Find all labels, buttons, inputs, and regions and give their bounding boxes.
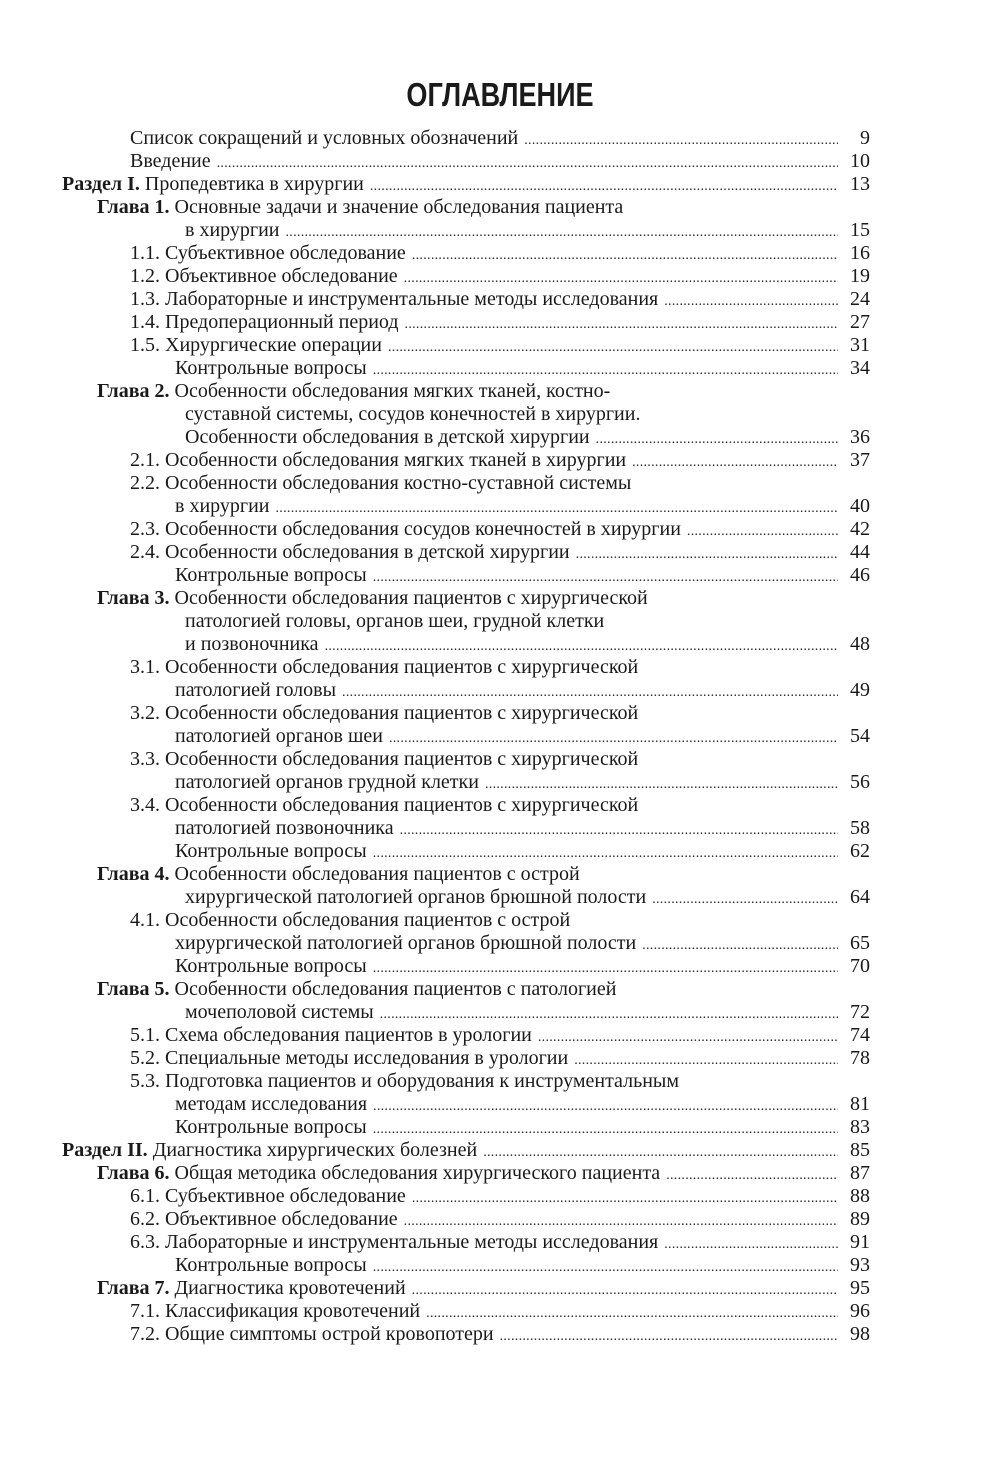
toc-entry-title bbox=[185, 1000, 374, 1024]
toc-entry-text: Контрольные вопросы bbox=[175, 1254, 367, 1276]
toc-entry-text: патологией органов грудной клетки bbox=[175, 771, 479, 793]
toc-entry-prefix: Глава 3. bbox=[97, 587, 170, 609]
toc-entry-title bbox=[130, 517, 681, 541]
toc-entry bbox=[130, 1299, 870, 1323]
toc-entry-text: 6.1. Субъективное обследование bbox=[130, 1185, 406, 1207]
toc-entry-title bbox=[185, 885, 646, 909]
toc-entry-title bbox=[62, 1138, 477, 1162]
toc-entry bbox=[130, 1322, 870, 1346]
toc-entry bbox=[130, 241, 870, 265]
toc-entry-text: 4.1. Особенности обследования пациентов с острой bbox=[130, 909, 571, 931]
toc-entry-title bbox=[185, 402, 640, 426]
toc-entry bbox=[130, 149, 870, 173]
toc-entry bbox=[175, 931, 870, 955]
toc-entry-title bbox=[97, 379, 610, 403]
toc-entry-title bbox=[175, 839, 367, 863]
toc-entry-text: 2.2. Особенности обследования костно-суставной системы bbox=[130, 472, 632, 494]
toc-entry-text: 1.3. Лабораторные и инструментальные методы исследования bbox=[130, 288, 659, 310]
toc-entry-text: патологией позвоночника bbox=[175, 817, 394, 839]
toc-entry-title bbox=[130, 264, 398, 288]
toc-entry-title bbox=[185, 632, 319, 656]
toc-entry-text: патологией головы bbox=[175, 679, 337, 701]
toc-entry bbox=[62, 1138, 870, 1162]
toc-entry bbox=[130, 1023, 870, 1047]
toc-entry bbox=[185, 425, 870, 449]
page-number: 9 bbox=[860, 127, 870, 149]
toc-entry-text: в хирургии bbox=[185, 219, 280, 241]
page-number: 72 bbox=[850, 1001, 870, 1023]
toc-entry-text: Список сокращений и условных обозначений bbox=[130, 127, 519, 149]
toc-entry-text: 7.2. Общие симптомы острой кровопотери bbox=[130, 1323, 494, 1345]
toc-entry bbox=[175, 770, 870, 794]
toc-entry-title bbox=[130, 149, 211, 173]
toc-entry bbox=[130, 1046, 870, 1070]
toc-entry-title bbox=[175, 1115, 367, 1139]
toc-entry-title bbox=[175, 724, 383, 748]
toc-entry-text: Контрольные вопросы bbox=[175, 840, 367, 862]
toc-entry-text: Особенности обследования мягких тканей, костно- bbox=[169, 380, 611, 402]
toc-entry-title bbox=[130, 1322, 494, 1346]
toc-entry-text: 3.2. Особенности обследования пациентов с хирургической bbox=[130, 702, 639, 724]
page-number: 74 bbox=[850, 1024, 870, 1046]
toc-entry-prefix: Глава 5. bbox=[97, 978, 170, 1000]
toc-entry-title bbox=[130, 1299, 420, 1323]
toc-entry-title bbox=[130, 241, 406, 265]
page-number: 89 bbox=[850, 1208, 870, 1230]
toc-entry-prefix: Глава 2. bbox=[97, 380, 170, 402]
toc-entry-title bbox=[175, 678, 336, 702]
toc-entry-text: Контрольные вопросы bbox=[175, 955, 367, 977]
toc-entry-title bbox=[185, 218, 280, 242]
toc-entry-text: 5.1. Схема обследования пациентов в урологии bbox=[130, 1024, 532, 1046]
toc-entry bbox=[175, 1253, 870, 1277]
page-number: 44 bbox=[850, 541, 870, 563]
toc-entry bbox=[97, 379, 610, 403]
toc-entry-text: методам исследования bbox=[175, 1093, 368, 1115]
page-number: 64 bbox=[850, 886, 870, 908]
toc-entry bbox=[130, 517, 870, 541]
toc-entry bbox=[130, 287, 870, 311]
toc-entry bbox=[185, 632, 870, 656]
toc-entry-text: в хирургии bbox=[175, 495, 270, 517]
toc-entry-title bbox=[97, 1161, 660, 1185]
toc-entry-title bbox=[130, 1207, 398, 1231]
toc-entry-text: 6.2. Объективное обследование bbox=[130, 1208, 398, 1230]
toc-entry bbox=[185, 885, 870, 909]
toc-entry-title bbox=[175, 1253, 367, 1277]
page-number: 16 bbox=[850, 242, 870, 264]
toc-entry bbox=[97, 862, 580, 886]
toc-entry-text: суставной системы, сосудов конечностей в хирургии. bbox=[185, 403, 641, 425]
page-number: 46 bbox=[850, 564, 870, 586]
toc-entry-title bbox=[130, 310, 399, 334]
toc-entry-title bbox=[130, 448, 626, 472]
toc-entry bbox=[97, 1276, 870, 1300]
toc-entry-text: Диагностика кровотечений bbox=[169, 1277, 406, 1299]
toc-entry-title bbox=[130, 793, 638, 817]
toc-entry bbox=[130, 310, 870, 334]
toc-entry bbox=[130, 1207, 870, 1231]
page-title: ОГЛАВЛЕНИЕ bbox=[406, 76, 594, 113]
toc-entry-text: мочеполовой системы bbox=[185, 1001, 374, 1023]
toc-entry-text: Особенности обследования пациентов с острой bbox=[169, 863, 580, 885]
toc-entry bbox=[130, 1230, 870, 1254]
toc-entry-text: Особенности обследования пациентов с хирургической bbox=[169, 587, 648, 609]
page-number: 58 bbox=[850, 817, 870, 839]
toc-entry bbox=[175, 1115, 870, 1139]
toc-entry-text: Контрольные вопросы bbox=[175, 357, 367, 379]
toc-entry-text: 3.1. Особенности обследования пациентов с хирургической bbox=[130, 656, 639, 678]
toc-entry-title bbox=[97, 1276, 406, 1300]
toc-entry bbox=[130, 448, 870, 472]
toc-entry-prefix: Глава 7. bbox=[97, 1277, 170, 1299]
toc-entry-title bbox=[175, 563, 367, 587]
toc-entry-prefix: Глава 4. bbox=[97, 863, 170, 885]
toc-entry-title bbox=[130, 1184, 406, 1208]
toc-entry bbox=[62, 172, 870, 196]
toc-entry bbox=[175, 724, 870, 748]
toc-entry bbox=[175, 1092, 870, 1116]
toc-entry-title bbox=[130, 701, 638, 725]
toc-entry bbox=[175, 816, 870, 840]
toc-entry-text: 1.2. Объективное обследование bbox=[130, 265, 398, 287]
toc-entry bbox=[97, 977, 616, 1001]
page-number: 54 bbox=[850, 725, 870, 747]
toc-entry bbox=[130, 908, 570, 932]
dot-leader bbox=[652, 885, 838, 912]
toc-entry-text: 2.4. Особенности обследования в детской хирургии bbox=[130, 541, 570, 563]
toc-entry-title bbox=[175, 770, 479, 794]
page-number: 70 bbox=[850, 955, 870, 977]
toc-entry bbox=[97, 1161, 870, 1185]
page-number: 65 bbox=[850, 932, 870, 954]
toc-entry bbox=[185, 1000, 870, 1024]
page-number: 56 bbox=[850, 771, 870, 793]
toc-entry-title bbox=[130, 126, 518, 150]
page-number: 15 bbox=[850, 219, 870, 241]
toc-entry-text: 1.1. Субъективное обследование bbox=[130, 242, 406, 264]
page-number: 19 bbox=[850, 265, 870, 287]
toc-entry-text: и позвоночника bbox=[185, 633, 319, 655]
toc-entry-prefix: Глава 6. bbox=[97, 1162, 170, 1184]
toc-entry-text: 1.4. Предоперационный период bbox=[130, 311, 399, 333]
toc-entry-title bbox=[62, 172, 364, 196]
toc-entry-text: 6.3. Лабораторные и инструментальные методы исследования bbox=[130, 1231, 659, 1253]
toc-entry-title bbox=[130, 1023, 532, 1047]
page-number: 49 bbox=[850, 679, 870, 701]
toc-entry bbox=[175, 356, 870, 380]
toc-entry bbox=[130, 747, 638, 771]
toc-entry-text: 2.1. Особенности обследования мягких тканей в хирургии bbox=[130, 449, 627, 471]
toc-entry bbox=[130, 793, 638, 817]
toc-entry-title bbox=[130, 908, 570, 932]
toc-entry bbox=[130, 264, 870, 288]
page-number: 81 bbox=[850, 1093, 870, 1115]
toc-entry-title bbox=[130, 333, 382, 357]
page-number: 78 bbox=[850, 1047, 870, 1069]
page-number: 95 bbox=[850, 1277, 870, 1299]
page-number: 48 bbox=[850, 633, 870, 655]
toc-entry-title bbox=[175, 356, 367, 380]
toc-entry-title bbox=[97, 586, 648, 610]
page-number: 13 bbox=[850, 173, 870, 195]
page-number: 40 bbox=[850, 495, 870, 517]
toc-entry bbox=[175, 678, 870, 702]
toc-entry-text: патологией органов шеи bbox=[175, 725, 383, 747]
toc-entry-title bbox=[175, 1092, 367, 1116]
toc-entry-title bbox=[130, 287, 658, 311]
toc-entry bbox=[130, 540, 870, 564]
toc-entry bbox=[130, 126, 870, 150]
toc-entry-title bbox=[185, 609, 604, 633]
toc-entry bbox=[97, 586, 648, 610]
toc-entry-text: патологией головы, органов шеи, грудной клетки bbox=[185, 610, 605, 632]
page-number: 31 bbox=[850, 334, 870, 356]
toc-entry-text: Основные задачи и значение обследования пациента bbox=[169, 196, 624, 218]
toc-entry-title bbox=[130, 1069, 679, 1093]
toc-entry-title bbox=[130, 747, 638, 771]
toc-entry-text: Контрольные вопросы bbox=[175, 1116, 367, 1138]
page-number: 98 bbox=[850, 1323, 870, 1345]
toc-entry-title bbox=[185, 425, 590, 449]
toc-entry bbox=[175, 563, 870, 587]
dot-leader bbox=[500, 1322, 838, 1349]
toc-entry-text: 3.3. Особенности обследования пациентов с хирургической bbox=[130, 748, 639, 770]
toc-entry-text: 2.3. Особенности обследования сосудов конечностей в хирургии bbox=[130, 518, 681, 540]
dot-leader bbox=[632, 448, 838, 475]
toc-entry-text: Пропедевтика в хирургии bbox=[139, 173, 364, 195]
toc-entry-prefix: Раздел I. bbox=[62, 173, 140, 195]
toc-entry-text: хирургической патологией органов брюшной полости bbox=[185, 886, 647, 908]
page-number: 27 bbox=[850, 311, 870, 333]
toc-entry bbox=[175, 494, 870, 518]
page-number: 34 bbox=[850, 357, 870, 379]
toc-entry bbox=[130, 701, 638, 725]
page-number: 88 bbox=[850, 1185, 870, 1207]
toc-entry-text: 5.3. Подготовка пациентов и оборудования к инструментальным bbox=[130, 1070, 680, 1092]
toc-entry bbox=[185, 609, 604, 633]
toc-entry-title bbox=[130, 1230, 658, 1254]
toc-entry-text: 1.5. Хирургические операции bbox=[130, 334, 382, 356]
toc-entry-title bbox=[130, 471, 631, 495]
page-number: 91 bbox=[850, 1231, 870, 1253]
toc-entry-title bbox=[130, 655, 638, 679]
page-number: 62 bbox=[850, 840, 870, 862]
toc-entry-prefix: Раздел II. bbox=[62, 1139, 148, 1161]
page-number: 42 bbox=[850, 518, 870, 540]
page-number: 87 bbox=[850, 1162, 870, 1184]
page-number: 10 bbox=[850, 150, 870, 172]
page-number: 37 bbox=[850, 449, 870, 471]
toc-entry-text: Введение bbox=[130, 150, 211, 172]
page-number: 85 bbox=[850, 1139, 870, 1161]
toc-entry-prefix: Глава 1. bbox=[97, 196, 170, 218]
toc-entry-text: 3.4. Особенности обследования пациентов с хирургической bbox=[130, 794, 639, 816]
toc-entry bbox=[185, 402, 640, 426]
toc-entry-title bbox=[97, 977, 616, 1001]
toc-entry-text: Диагностика хирургических болезней bbox=[147, 1139, 478, 1161]
toc-entry-title bbox=[97, 195, 623, 219]
toc-entry bbox=[130, 1184, 870, 1208]
toc-entry bbox=[175, 954, 870, 978]
toc-entry bbox=[185, 218, 870, 242]
page-number: 83 bbox=[850, 1116, 870, 1138]
page-number: 93 bbox=[850, 1254, 870, 1276]
toc-entry-text: Контрольные вопросы bbox=[175, 564, 367, 586]
toc-entry-title bbox=[175, 954, 367, 978]
toc-entry bbox=[130, 1069, 679, 1093]
toc-entry bbox=[130, 655, 638, 679]
page-number: 96 bbox=[850, 1300, 870, 1322]
page-number: 24 bbox=[850, 288, 870, 310]
toc-entry-text: 7.1. Классификация кровотечений bbox=[130, 1300, 421, 1322]
toc-entry-title bbox=[130, 1046, 568, 1070]
toc-entry bbox=[130, 471, 631, 495]
toc-entry-title bbox=[175, 494, 270, 518]
page-number: 36 bbox=[850, 426, 870, 448]
toc-entry bbox=[175, 839, 870, 863]
toc-entry-title bbox=[97, 862, 580, 886]
toc-entry-title bbox=[130, 540, 570, 564]
toc-entry-text: Общая методика обследования хирургического пациента bbox=[169, 1162, 661, 1184]
toc-entry-text: хирургической патологией органов брюшной полости bbox=[175, 932, 637, 954]
toc-entry bbox=[97, 195, 623, 219]
toc-entry-text: 5.2. Специальные методы исследования в урологии bbox=[130, 1047, 569, 1069]
toc-entry-text: Особенности обследования в детской хирургии bbox=[185, 426, 590, 448]
toc-entry-title bbox=[175, 931, 636, 955]
toc-entry-title bbox=[175, 816, 394, 840]
toc-entry-text: Особенности обследования пациентов с патологией bbox=[169, 978, 617, 1000]
toc-entry bbox=[130, 333, 870, 357]
